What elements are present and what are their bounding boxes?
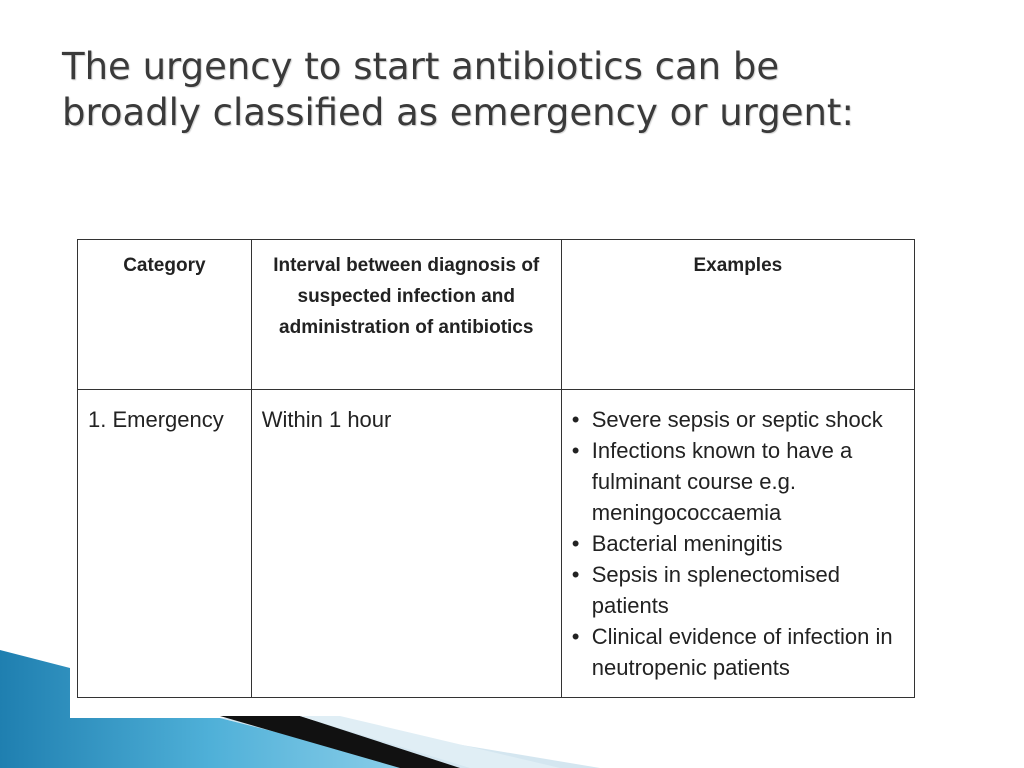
examples-list [572,404,906,683]
cell-category: 1. Emergency [78,390,252,698]
list-item: • Severe sepsis or septic shock [572,404,906,435]
header-interval: Interval between diagnosis of suspected infection and administration of antibiotics [251,240,561,390]
slide-title-line-1: The urgency to start antibiotics can be [62,45,780,88]
antibiotic-urgency-table [77,239,915,698]
list-item: • Infections known to have a fulminant course e.g. meningococcaemia [572,435,906,528]
cell-interval: Within 1 hour [251,390,561,698]
cell-examples [561,390,914,698]
header-examples: Examples [561,240,914,390]
antibiotic-urgency-table-container [77,239,915,698]
slide-title [62,44,962,136]
list-item: • Sepsis in splenectomised patients [572,559,906,621]
header-category: Category [78,240,252,390]
list-item: • Clinical evidence of infection in neutropenic patients [572,621,906,683]
table-header-row [78,240,915,390]
list-item: • Bacterial meningitis [572,528,906,559]
slide-title-line-2: broadly classified as emergency or urgent: [62,91,854,134]
table-row [78,390,915,698]
